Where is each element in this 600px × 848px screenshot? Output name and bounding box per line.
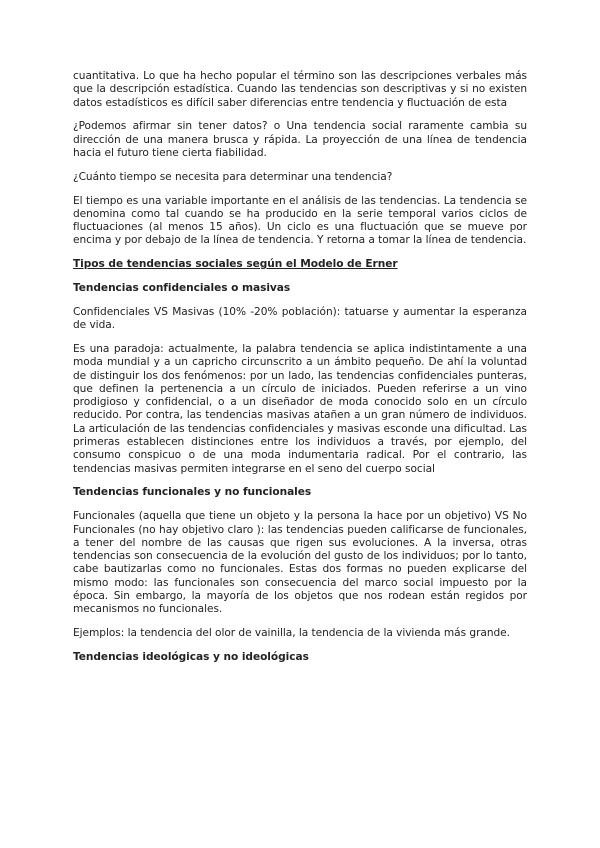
paragraph-paradox: Es una paradoja: actualmente, la palabra tendencia se aplica indistintamente a una moda mundial y a un capricho circunscrito a un ámbito pequeño. De ahí la voluntad de distinguir los dos fenómenos: por un lado, las tendencias confidenciales punteras, que definen la pertenencia a un círculo de iniciados. Pueden referirse a un vino prodigioso y confidencial, o a un diseñador de moda conocido solo en un círculo reducido. Por contra, las tendencias masivas atañen a un gran número de individuos. La articulación de las tendencias confidenciales y masivas esconde una dificultad. Las primeras establecen distinciones entre los individuos a través, por ejemplo, del consumo conspicuo o de una moda indumentaria radical. Por el contrario, las tendencias masivas permiten integrarse en el seno del cuerpo social xyxy=(73,342,527,475)
paragraph-time-variable: El tiempo es una variable importante en el análisis de las tendencias. La tendencia se denomina como tal cuando se ha producido en la serie temporal varios ciclos de fluctuaciones (al menos 15 años). Un ciclo es una fluctuación que se mueve por encima y por debajo de la línea de tendencia. Y retorna a tomar la línea de tendencia. xyxy=(73,194,527,247)
paragraph-functional-vs-nonfunctional: Funcionales (aquella que tiene un objeto y la persona la hace por un objetivo) VS No Funcionales (no hay objetivo claro ): las tendencias pueden calificarse de funcionales, a tener del nombre de las causas que rigen sus evoluciones. A la inversa, otras tendencias son consecuencia de la evolución del gusto de los individuos; por lo tanto, cabe bautizarlas como no funcionales. Estas dos formas no pueden explicarse del mismo modo: las funcionales son consecuencia del marco social impuesto por la época. Sin embargo, la mayoría de los objetos que nos rodean están regidos por mecanismos no funcionales. xyxy=(73,510,527,616)
section-title-erner-model: Tipos de tendencias sociales según el Modelo de Erner xyxy=(73,258,398,271)
paragraph-confidential-vs-massive: Confidenciales VS Masivas (10% -20% población): tatuarse y aumentar la esperanza de vida. xyxy=(73,305,527,332)
heading-functional: Tendencias funcionales y no funcionales xyxy=(73,486,312,499)
paragraph-quantitative-description: cuantitativa. Lo que ha hecho popular el término son las descripciones verbales más que la descripción estadística. Cuando las tendencias son descriptivas y si no existen datos estadísticos es difícil saber diferencias entre tendencia y fluctuación de esta xyxy=(73,70,527,109)
heading-ideological: Tendencias ideológicas y no ideológicas xyxy=(73,650,309,663)
heading-confidential-massive: Tendencias confidenciales o masivas xyxy=(73,282,291,295)
paragraph-question-time: ¿Cuánto tiempo se necesita para determinar una tendencia? xyxy=(73,170,393,183)
paragraph-affirm-without-data: ¿Podemos afirmar sin tener datos? o Una tendencia social raramente cambia su dirección de una manera brusca y rápida. La proyección de una línea de tendencia hacia el futuro tiene cierta fiabilidad. xyxy=(73,120,527,159)
paragraph-examples: Ejemplos: la tendencia del olor de vainilla, la tendencia de la vivienda más grande. xyxy=(73,627,510,640)
